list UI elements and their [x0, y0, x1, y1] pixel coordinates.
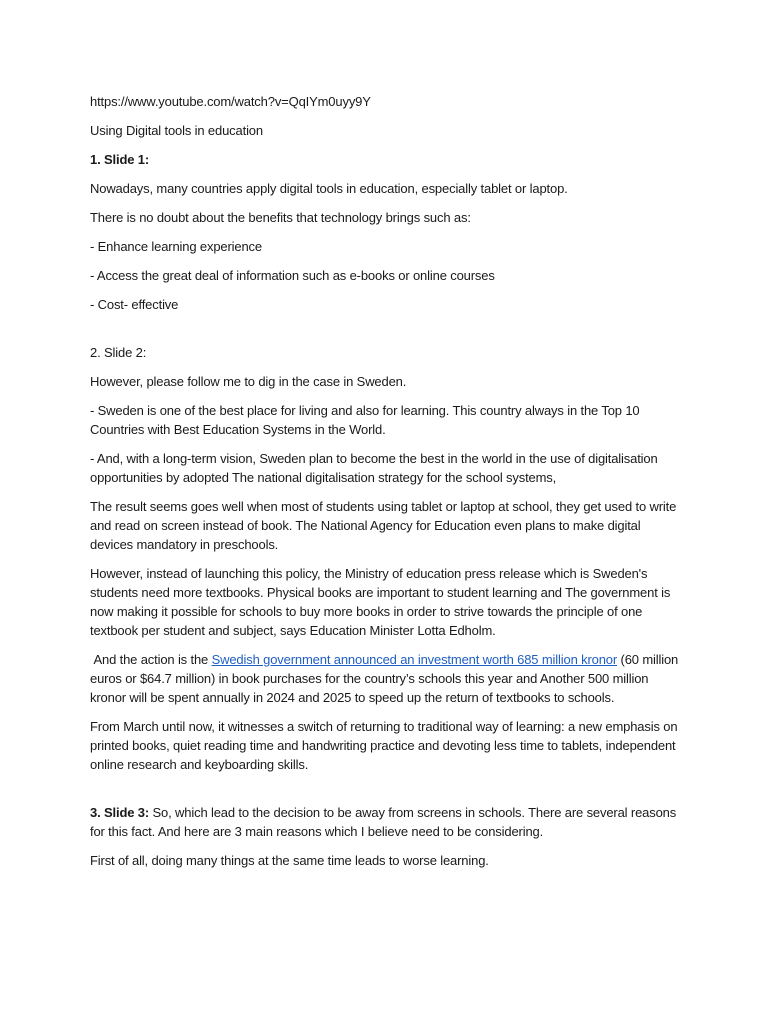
slide2-paragraph-6	[90, 650, 682, 707]
video-url-text: https://www.youtube.com/watch?v=QqIYm0uyy9Y	[90, 94, 371, 109]
slide2-paragraph-6-rest: (60 million euros or $64.7 million) in book purchases for the country’s schools this year and Another 500 million kronor will be spent annually in 2024 and 2025 to speed up the return of textbooks to schools.	[90, 652, 679, 705]
slide1-bullet-1: - Enhance learning experience	[90, 239, 262, 254]
slide2-paragraph-2: - Sweden is one of the best place for living and also for learning. This country always in the Top 10 Countries with Best Education Systems in the World.	[90, 403, 640, 437]
slide1-bullet-3: - Cost- effective	[90, 297, 179, 312]
blank-line	[90, 324, 682, 343]
slide1-paragraph-2: There is no doubt about the benefits that technology brings such as:	[90, 210, 471, 225]
slide2-paragraph-5: However, instead of launching this policy, the Ministry of education press release which is Sweden's students need more textbooks. Physical books are important to student learning and The government is now making it possible for schools to buy more books in order to strive towards the principle of one textbook per student and subject, says Education Minister Lotta Edholm.	[90, 566, 671, 638]
investment-news-link[interactable]: Swedish government announced an investment worth 685 million kronor	[211, 652, 618, 667]
slide3-heading: 3. Slide 3:	[90, 805, 150, 820]
slide2-paragraph-6-lead: And the action is the	[90, 652, 212, 667]
slide1-heading: 1. Slide 1:	[90, 152, 150, 167]
slide3-paragraph-2: First of all, doing many things at the same time leads to worse learning.	[90, 853, 489, 868]
slide1-bullet-2: - Access the great deal of information such as e-books or online courses	[90, 268, 495, 283]
slide2-paragraph-7: From March until now, it witnesses a switch of returning to traditional way of learning: a new emphasis on printed books, quiet reading time and handwriting practice and devoting less time to tablets, independent online research and keyboarding skills.	[90, 719, 678, 772]
slide3-paragraph-1	[90, 803, 682, 841]
slide2-paragraph-1: However, please follow me to dig in the case in Sweden.	[90, 374, 407, 389]
slide3-paragraph-1-text: So, which lead to the decision to be away from screens in schools. There are several reasons for this fact. And here are 3 main reasons which I believe need to be considering.	[90, 805, 677, 839]
blank-line	[90, 784, 682, 803]
slide1-paragraph-1: Nowadays, many countries apply digital tools in education, especially tablet or laptop.	[90, 181, 568, 196]
slide2-paragraph-3: - And, with a long-term vision, Sweden plan to become the best in the world in the use of digitalisation opportunities by adopted The national digitalisation strategy for the school systems,	[90, 451, 658, 485]
slide2-paragraph-4: The result seems goes well when most of students using tablet or laptop at school, they get used to write and read on screen instead of book. The National Agency for Education even plans to make digital devices mandatory in preschools.	[90, 499, 677, 552]
document-body	[90, 92, 682, 880]
slide2-heading: 2. Slide 2:	[90, 345, 147, 360]
document-title: Using Digital tools in education	[90, 123, 263, 138]
